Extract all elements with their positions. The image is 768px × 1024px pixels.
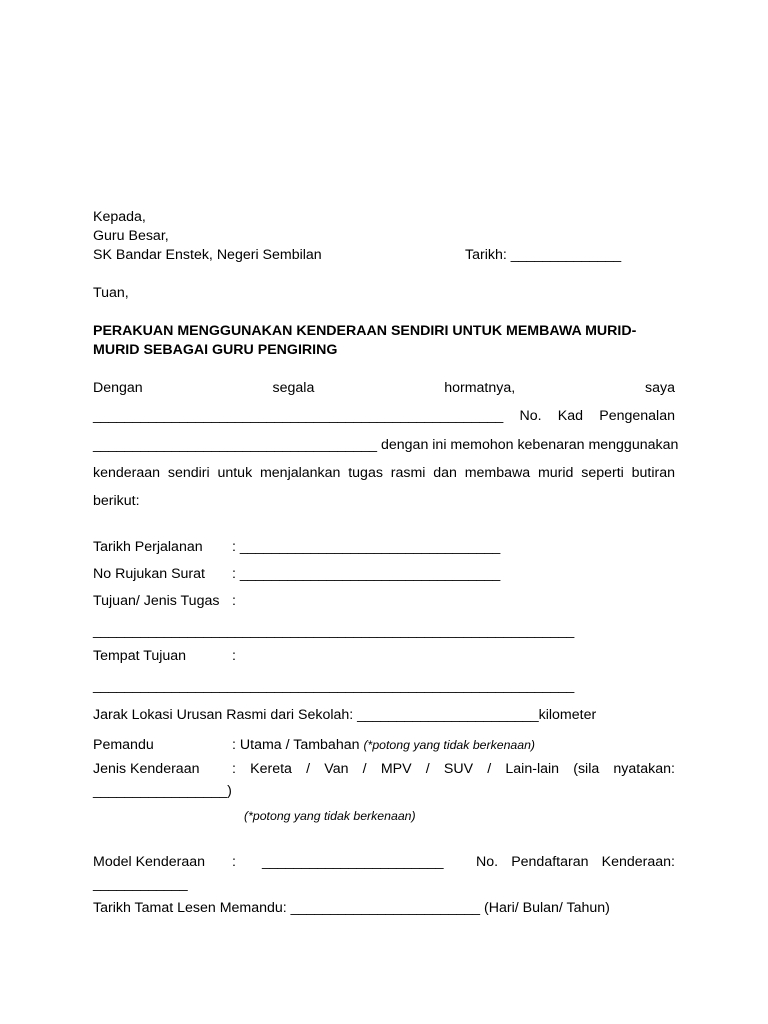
pemandu-field [232, 736, 535, 754]
tempat-line: _____________________________________________________________ [93, 678, 575, 694]
pemandu-value: : Utama / Tambahan [232, 737, 364, 753]
jenis-word: SUV [443, 761, 474, 777]
jenis-word: / [425, 761, 430, 777]
intro-word: Dengan [93, 380, 143, 396]
intro-line-3: ____________________________________ dengan ini memohon kebenaran menggunakan [93, 437, 679, 453]
no-rujukan-field: : _________________________________ [232, 566, 501, 582]
intro-word: segala [272, 380, 315, 396]
intro-word: dan [433, 465, 457, 481]
intro-line-5: berikut: [93, 493, 140, 509]
lesen-field: Tarikh Tamat Lesen Memandu: ________________________ (Hari/ Bulan/ Tahun) [93, 900, 610, 916]
intro-word: tugas [348, 465, 383, 481]
jenis-word: nyatakan: [613, 761, 675, 777]
intro-word: kenderaan [93, 465, 161, 481]
jenis-word: / [306, 761, 311, 777]
pendaftaran-line: ____________ [93, 876, 188, 892]
intro-word: Kad [557, 408, 584, 424]
pemandu-label: Pemandu [93, 737, 154, 753]
jenis-word: Lain-lain [505, 761, 560, 777]
intro-word: No. [519, 408, 542, 424]
jenis-word: / [362, 761, 367, 777]
jenis-line2: _________________) [93, 783, 232, 799]
jenis-options [232, 760, 675, 778]
intro-word: membawa [464, 465, 531, 481]
title-text-1: PERAKUAN MENGGUNAKAN KENDERAAN SENDIRI UNTUK MEMBAWA MURID- [93, 323, 637, 339]
intro-word: saya [645, 380, 675, 396]
model-label: Model Kenderaan [93, 854, 206, 870]
address-school: SK Bandar Enstek, Negeri Sembilan [93, 247, 322, 263]
pendaftaran-word: No. [476, 854, 499, 870]
intro-word: menjalankan [259, 465, 341, 481]
address-to: Kepada, [93, 209, 146, 225]
name-blank: ____________________________________________________ [93, 408, 504, 424]
intro-line-4 [93, 464, 675, 482]
intro-word: Pengenalan [599, 408, 675, 424]
jenis-label: Jenis Kenderaan [93, 761, 200, 777]
tempat-label: Tempat Tujuan [93, 648, 187, 664]
tarikh-perjalanan-field: : _________________________________ [232, 539, 501, 555]
tujuan-line: _____________________________________________________________ [93, 623, 575, 639]
intro-line-2 [93, 407, 675, 425]
pendaftaran-label [476, 853, 675, 871]
address-recipient: Guru Besar, [93, 228, 169, 244]
intro-word: murid [537, 465, 574, 481]
intro-word: seperti [581, 465, 624, 481]
intro-word: untuk [217, 465, 253, 481]
pemandu-note: (*potong yang tidak berkenaan) [363, 738, 536, 752]
jenis-word: Kereta [250, 761, 292, 777]
intro-word: hormatnya, [444, 380, 516, 396]
salutation: Tuan, [93, 285, 129, 301]
date-field: Tarikh: ______________ [465, 247, 622, 263]
intro-word: butiran [631, 465, 675, 481]
jenis-word: : [232, 761, 236, 777]
intro-line-1 [93, 379, 675, 397]
jenis-word: MPV [380, 761, 412, 777]
tarikh-perjalanan-label: Tarikh Perjalanan [93, 539, 203, 555]
letter-title-line1 [93, 322, 675, 340]
jenis-word: / [487, 761, 492, 777]
model-line: _______________________ [262, 854, 444, 870]
pendaftaran-word: Pendaftaran [511, 854, 589, 870]
tempat-colon: : [232, 648, 236, 664]
jenis-note: (*potong yang tidak berkenaan) [244, 809, 416, 823]
jenis-word: (sila [573, 761, 600, 777]
intro-word: sendiri [167, 465, 210, 481]
tujuan-label: Tujuan/ Jenis Tugas [93, 593, 220, 609]
jarak-field: Jarak Lokasi Urusan Rasmi dari Sekolah: _______________________kilometer [93, 707, 597, 723]
model-colon: : [232, 854, 236, 870]
jenis-word: Van [324, 761, 349, 777]
intro-word: rasmi [390, 465, 426, 481]
tujuan-colon: : [232, 593, 236, 609]
letter-title-line2: MURID SEBAGAI GURU PENGIRING [93, 342, 338, 358]
pendaftaran-word: Kenderaan: [601, 854, 675, 870]
no-rujukan-label: No Rujukan Surat [93, 566, 205, 582]
